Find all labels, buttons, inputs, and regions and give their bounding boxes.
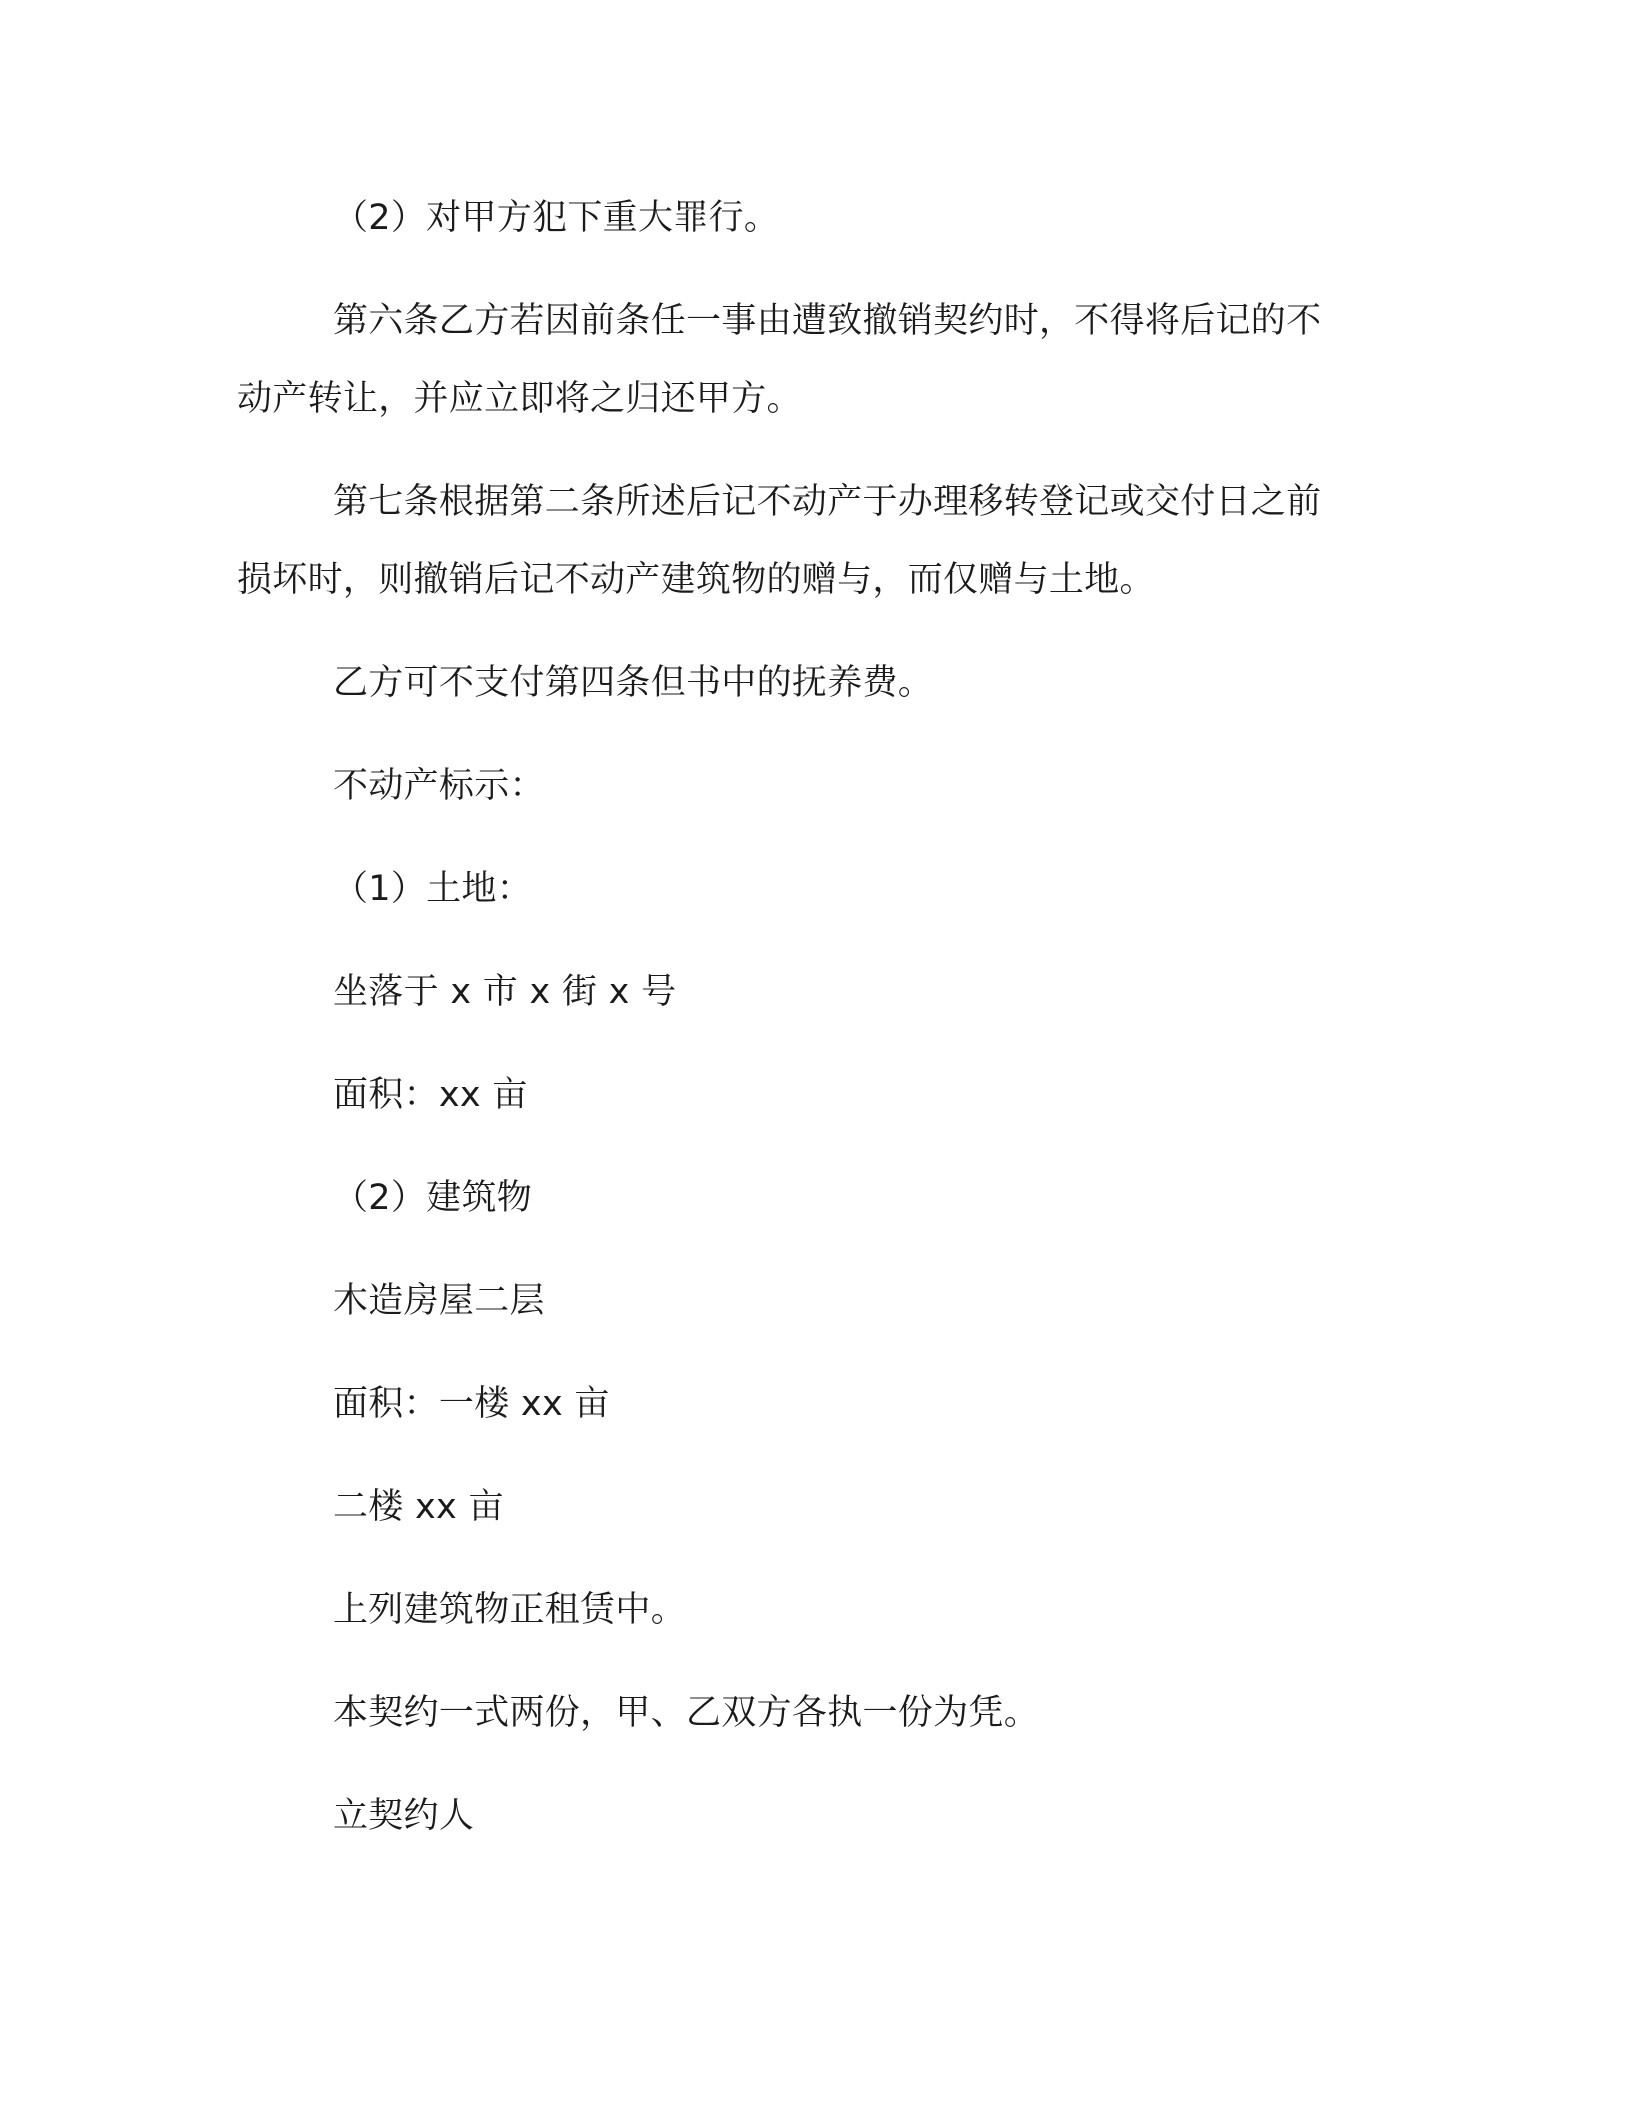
signatory-label: 立契约人 bbox=[333, 1796, 475, 1836]
land-location: 坐落于 x 市 x 街 x 号 bbox=[333, 972, 677, 1012]
article-seven-line-1: 第七条根据第二条所述后记不动产于办理移转登记或交付日之前 bbox=[333, 482, 1322, 522]
land-heading: （1）土地： bbox=[333, 869, 533, 909]
article-seven-line-2: 损坏时，则撤销后记不动产建筑物的赠与，而仅赠与土地。 bbox=[237, 560, 1155, 600]
article-six-line-2: 动产转让，并应立即将之归还甲方。 bbox=[237, 379, 802, 419]
clause-line-serious-crime: （2）对甲方犯下重大罪行。 bbox=[333, 198, 780, 238]
building-heading: （2）建筑物 bbox=[333, 1178, 533, 1218]
alimony-clause: 乙方可不支付第四条但书中的抚养费。 bbox=[333, 663, 934, 703]
building-area-first-floor: 面积：一楼 xx 亩 bbox=[333, 1384, 610, 1424]
article-six-line-1: 第六条乙方若因前条任一事由遭致撤销契约时，不得将后记的不 bbox=[333, 301, 1322, 341]
lease-status: 上列建筑物正租赁中。 bbox=[333, 1590, 687, 1630]
building-type: 木造房屋二层 bbox=[333, 1281, 545, 1321]
copies-clause: 本契约一式两份，甲、乙双方各执一份为凭。 bbox=[333, 1693, 1040, 1733]
building-area-second-floor: 二楼 xx 亩 bbox=[333, 1487, 504, 1527]
property-heading: 不动产标示： bbox=[333, 766, 545, 806]
land-area: 面积：xx 亩 bbox=[333, 1075, 528, 1115]
